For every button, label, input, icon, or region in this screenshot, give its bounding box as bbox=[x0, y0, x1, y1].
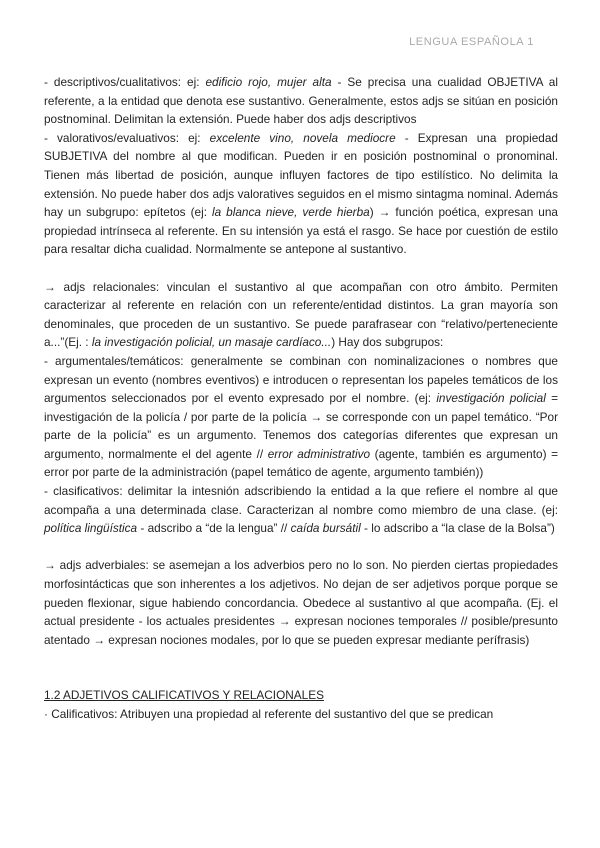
text-run: (agente, también es argumento) = error por parte de la administración (papel temático de agente, argumento también)) bbox=[44, 446, 558, 480]
italic-example: excelente vino, novela mediocre bbox=[209, 130, 396, 145]
paragraph-spacer bbox=[44, 259, 558, 278]
text-run: - Se precisa una cualidad OBJETIVA al referente, a la entidad que denota ese sustantivo. Generalmente, estos adjs se sitúan en posición postnominal. Delimitan la extensión. Puede haber dos adjs descriptivos bbox=[44, 75, 558, 127]
italic-example: edificio rojo, mujer alta bbox=[205, 75, 332, 89]
paragraph-spacer bbox=[44, 649, 558, 686]
paragraph bbox=[44, 352, 558, 482]
text-run: - argumentales/temáticos: generalmente se combinan con nominalizaciones o nombres que expresan un evento (nombres eventivos) e introducen o representan los papeles temáticos de los argumentos seleccionados por el evento expresado por el nombre. (ej: bbox=[44, 353, 558, 406]
paragraph bbox=[44, 556, 558, 649]
text-run: 1.2 ADJETIVOS CALIFICATIVOS Y RELACIONALES bbox=[44, 688, 324, 703]
italic-example: error administrativo bbox=[267, 446, 371, 461]
text-run: = investigación de la policía / por parte de la policía → se corresponde con un papel temático. “Por parte de la policía” es un argumento. Tenemos dos categorías diferentes que expresan un argumento, normalmente el del agente // bbox=[44, 391, 558, 461]
italic-example: la investigación policial, un masaje cardíaco... bbox=[91, 335, 332, 350]
text-run: → adjs relacionales: vinculan el sustantivo al que acompañan con otro ámbito. Permiten caracterizar al referente en relación con un referente/entidad distintos. La gran mayoría son denominales, que proceden de un sustantivo. Se puede parafrasear con “relativo/perteneciente a...”(Ej. : bbox=[44, 279, 558, 350]
paragraph bbox=[44, 278, 558, 352]
paragraph bbox=[44, 705, 558, 724]
italic-example: la blanca nieve, verde hierba bbox=[211, 205, 370, 220]
text-run: - descriptivos/cualitativos: ej: bbox=[44, 75, 206, 89]
page-header: LENGUA ESPAÑOLA 1 bbox=[409, 36, 534, 48]
text-run: - clasificativos: delimitar la intesnión adscribiendo la entidad a la que refiere el nombre al que acompaña a una determinada clase. Caracterizan al nombre como miembro de una clase. (ej: bbox=[44, 484, 558, 517]
text-run: · Calificativos: Atribuyen una propiedad al referente del sustantivo del que se predican bbox=[44, 707, 494, 721]
section-heading bbox=[44, 686, 558, 705]
text-run: - adscribo a “de la lengua” // bbox=[137, 521, 291, 536]
paragraph bbox=[44, 129, 558, 259]
text-run: ) Hay dos subgrupos: bbox=[331, 335, 444, 350]
paragraph bbox=[44, 482, 558, 538]
paragraph bbox=[44, 73, 558, 129]
document-body bbox=[44, 73, 558, 724]
text-run: - valorativos/evaluativos: ej: bbox=[44, 130, 210, 145]
italic-example: investigación policial bbox=[436, 391, 546, 406]
paragraph-spacer bbox=[44, 538, 558, 557]
italic-example: caída bursátil bbox=[290, 521, 361, 536]
text-run: - lo adscribo a “la clase de la Bolsa”) bbox=[360, 521, 555, 536]
text-run: ) → función poética, expresan una propiedad intrínseca al referente. En su intensión ya está el rasgo. Se hace por cuestión de estilo para resaltar dicha cualidad. Normalmente se antepone al sustantivo. bbox=[44, 205, 558, 257]
text-run: → adjs adverbiales: se asemejan a los adverbios pero no lo son. No pierden ciertas propiedades morfosintácticas que son inherentes a los adjetivos. No dejan de ser adjetivos porque porque se pueden flexionar, sigue habiendo concordancia. Obedece al sustantivo al que acompaña. (Ej. el actual presidente - los actuales presidentes → expresan nociones temporales // posible/presunto atentado → expresan nociones modales, por lo que se pueden expresar mediante perífrasis) bbox=[44, 558, 558, 647]
italic-example: política lingüística bbox=[44, 521, 138, 536]
text-run: - Expresan una propiedad SUBJETIVA del nombre al que modifican. Pueden ir en posición postnominal o pronominal. Tienen más libertad de posición, aunque influyen factores de tipo estilístico. No delimita la extensión. No puede haber dos adjs valoratives seguidos en el mismo sintagma nominal. Además hay un subgrupo: epítetos (ej: bbox=[44, 130, 558, 220]
